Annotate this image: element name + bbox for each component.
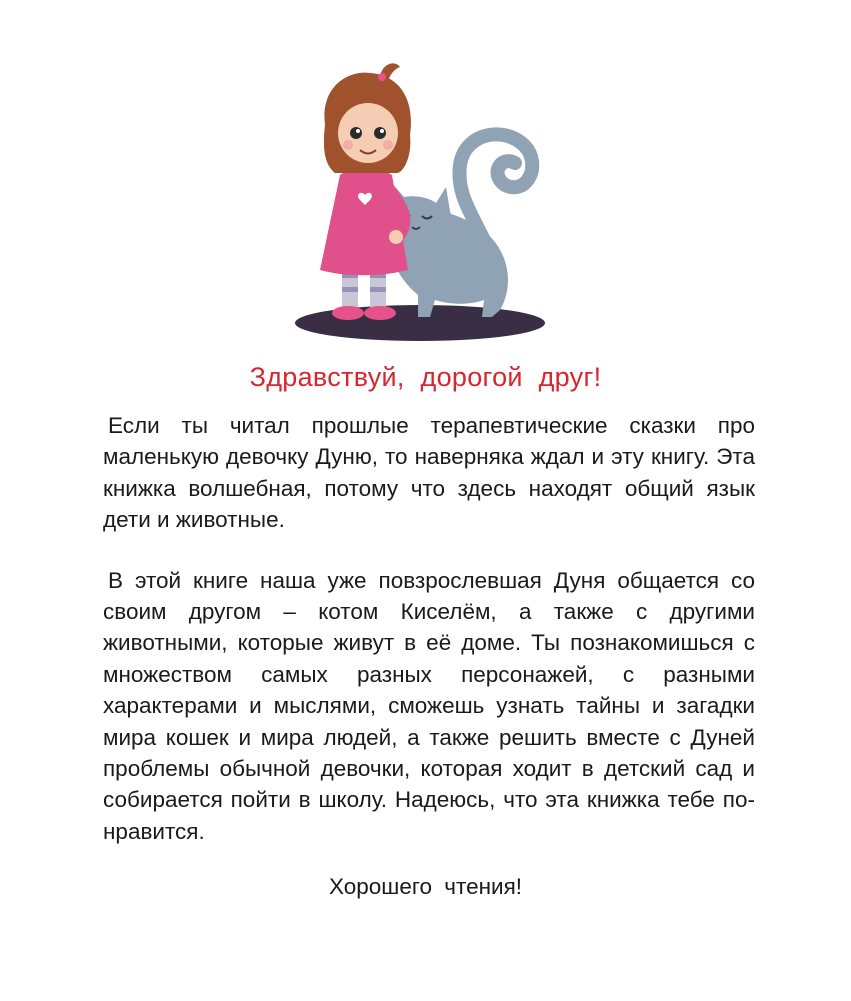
- girl-eye-highlight-right: [380, 129, 384, 133]
- page-heading: Здравствуй, дорогой друг!: [249, 362, 602, 392]
- girl-eye-highlight-left: [356, 129, 360, 133]
- girl-hand: [389, 230, 403, 244]
- girl-shoe-right: [364, 306, 396, 320]
- paragraph-intro: Если ты читал прошлые терапевтические сказки про маленькую девочку Дуню, то наверняка ждал и эту книгу. Эта книжка волшебная, потому что здесь находят общий язык дети и животные.: [103, 413, 755, 533]
- girl-and-cat-illustration: [270, 55, 590, 355]
- paragraph-main: В этой книге наша уже повзрослевшая Дуня общается со своим другом – котом Киселём, а также с другими животными, которые живут в её доме. Ты познакомишься с множеством самых разных персонажей, с разными характерами и мыслями, сможешь узнать тайны и загадки мира кошек и мира людей, а также решить вместе с Дуней проблемы обычной девочки, которая ходит в детский сад и собирается пойти в школу. Надеюсь, что эта книжка тебе понравится.: [103, 567, 755, 844]
- girl-shoe-left: [332, 306, 364, 320]
- girl-cheek-left: [343, 140, 353, 150]
- girl-cheek-right: [383, 140, 393, 150]
- signoff: Хорошего чтения!: [328, 874, 523, 899]
- girl-dress: [320, 169, 408, 275]
- girl-eye-right: [374, 127, 386, 139]
- body-text: [103, 410, 755, 847]
- girl-eye-left: [350, 127, 362, 139]
- girl-hair-tie: [378, 73, 386, 81]
